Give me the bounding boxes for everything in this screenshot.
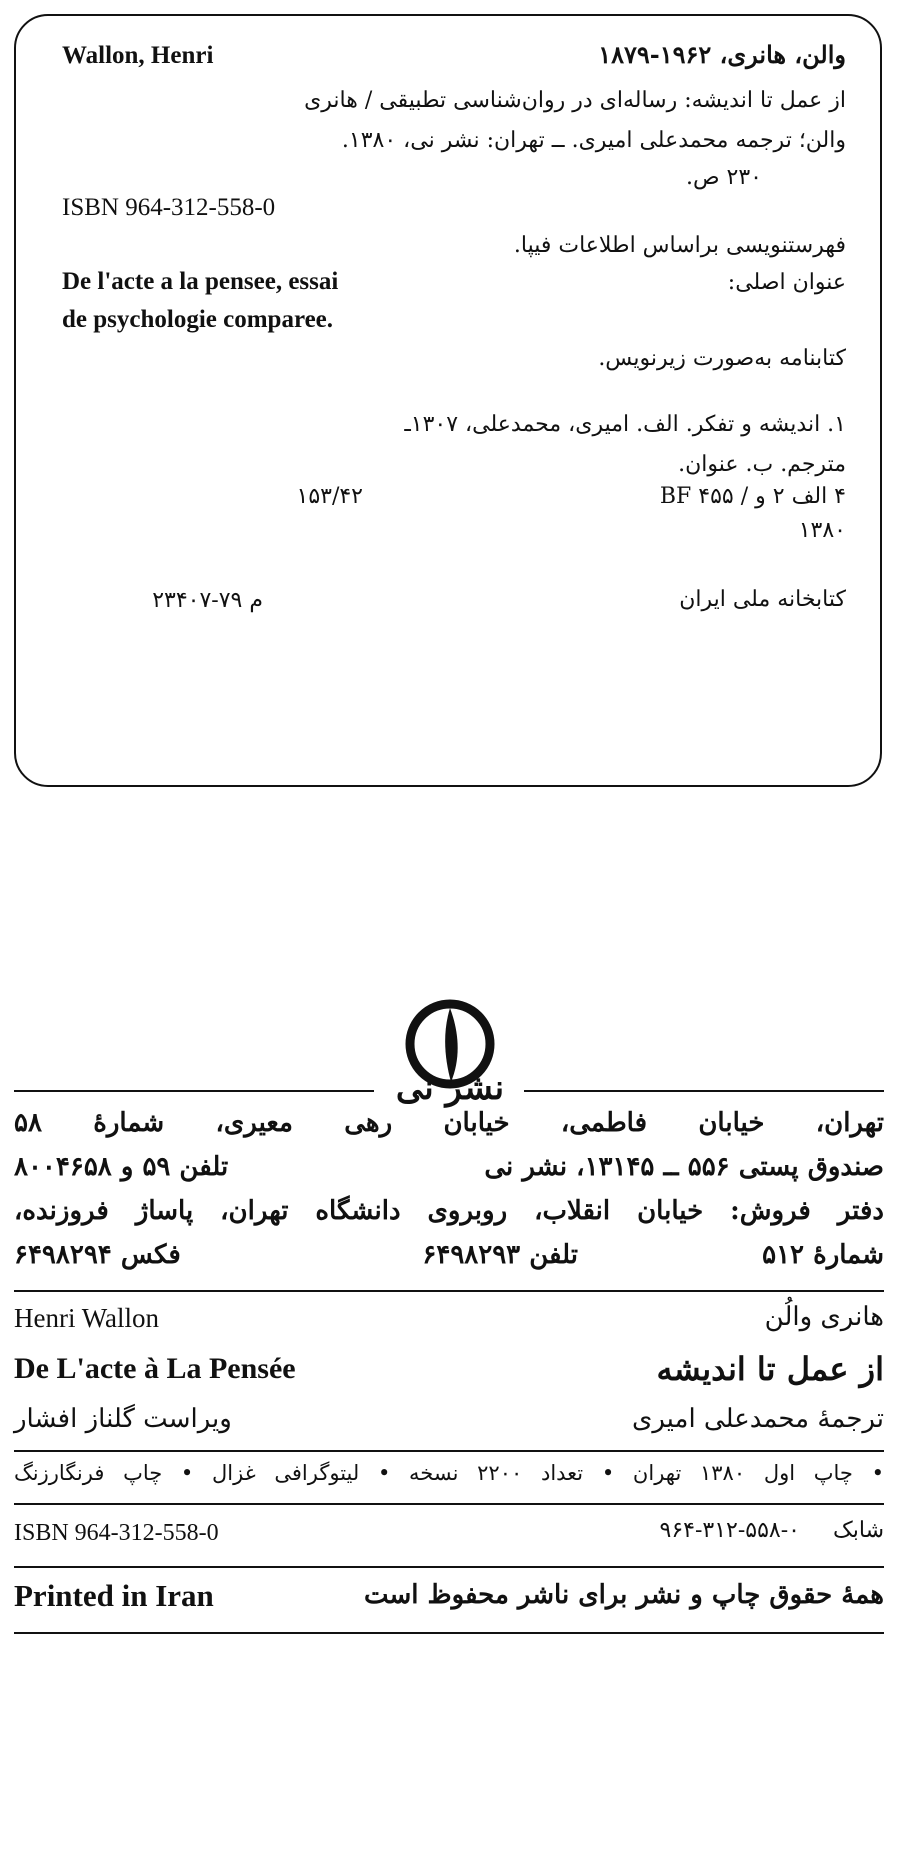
cip-year: ۱۳۸۰ [798,518,846,543]
address-line1: تهران، خیابان فاطمی، خیابان رهی معیری، شمارهٔ ۵۸ [14,1108,884,1138]
colophon-title-latin: De L'acte à La Pensée [14,1352,296,1385]
cip-original-title-line2: de psychologie comparee. [62,306,334,333]
address-line4-left: فکس ۶۴۹۸۲۹۴ [14,1240,181,1270]
cip-title-line2: والن؛ ترجمه محمدعلی امیری. ــ تهران: نشر نی، ۱۳۸۰. [341,128,846,153]
divider-1 [14,1290,884,1292]
cip-author-latin: Wallon, Henri [62,42,214,69]
cip-title-line1: از عمل تا اندیشه: رساله‌ای در روان‌شناسی تطبیقی / هانری [304,88,846,113]
colophon-isbn-latin: ISBN 964-312-558-0 [14,1520,219,1546]
colophon-rights: همهٔ حقوق چاپ و نشر برای ناشر محفوظ است [363,1580,884,1610]
colophon-translator: ترجمهٔ محمدعلی امیری [631,1404,884,1434]
cip-subject-line1: ۱. اندیشه و تفکر. الف. امیری، محمدعلی، ۱۳۰۷ـ [404,412,846,437]
address-line4-mid: تلفن ۶۴۹۸۲۹۳ [422,1240,578,1270]
colophon-print-info: • چاپ اول ۱۳۸۰ تهران • تعداد ۲۲۰۰ نسخه • لیتوگرافی غزال • چاپ فرنگارزنگ [14,1461,884,1485]
colophon-editor: ویراست گلناز افشار [14,1404,232,1434]
cip-subject-line2: مترجم. ب. عنوان. [678,452,846,477]
cip-original-title-label: عنوان اصلی: [727,270,846,295]
address-line3: دفتر فروش: خیابان انقلاب، روبروی دانشگاه تهران، پاساژ فروزنده، [14,1196,884,1226]
cip-bibliography-note: کتابنامه به‌صورت زیرنویس. [598,346,846,371]
divider-3 [14,1503,884,1505]
divider-5 [14,1632,884,1634]
address-line4-right: شمارهٔ ۵۱۲ [762,1240,884,1270]
colophon-author-latin: Henri Wallon [14,1303,160,1333]
colophon-isbn-persian: ۹۶۴-۳۱۲-۵۵۸-۰ [659,1518,800,1543]
colophon-isbn-label: شابک [833,1518,884,1543]
cip-fipa-note: فهرستنویسی براساس اطلاعات فیپا. [513,233,846,258]
divider-2 [14,1450,884,1452]
cip-dewey: ۱۵۳/۴۲ [296,484,363,509]
address-line2-left: تلفن ۵۹ و ۸۰۰۴۶۵۸ [14,1152,229,1182]
cip-original-title-line1: De l'acte a la pensee, essai [62,268,339,295]
cip-library: کتابخانه ملی ایران [679,587,846,612]
colophon-title-persian: از عمل تا اندیشه [656,1350,884,1388]
divider-4 [14,1566,884,1568]
logo-rule-left [14,1090,374,1092]
cip-pages: ۲۳۰ ص. [685,165,762,190]
colophon-printed-in: Printed in Iran [14,1578,214,1613]
cip-isbn: ISBN 964-312-558-0 [62,194,276,221]
cip-library-number: م ۷۹-۲۳۴۰۷ [152,588,263,613]
publisher-logo-text: نشر نی [395,1068,505,1108]
colophon-author-persian: هانری والُن [764,1302,884,1332]
cip-author-persian: والن، هانری، ۱۹۶۲-۱۸۷۹ [598,40,846,69]
cip-lc-class: ۴ الف ۲ و / ۴۵۵ BF [659,484,846,509]
address-line2-right: صندوق پستی ۵۵۶ ــ ۱۳۱۴۵، نشر نی [484,1152,884,1182]
logo-rule-right [524,1090,884,1092]
